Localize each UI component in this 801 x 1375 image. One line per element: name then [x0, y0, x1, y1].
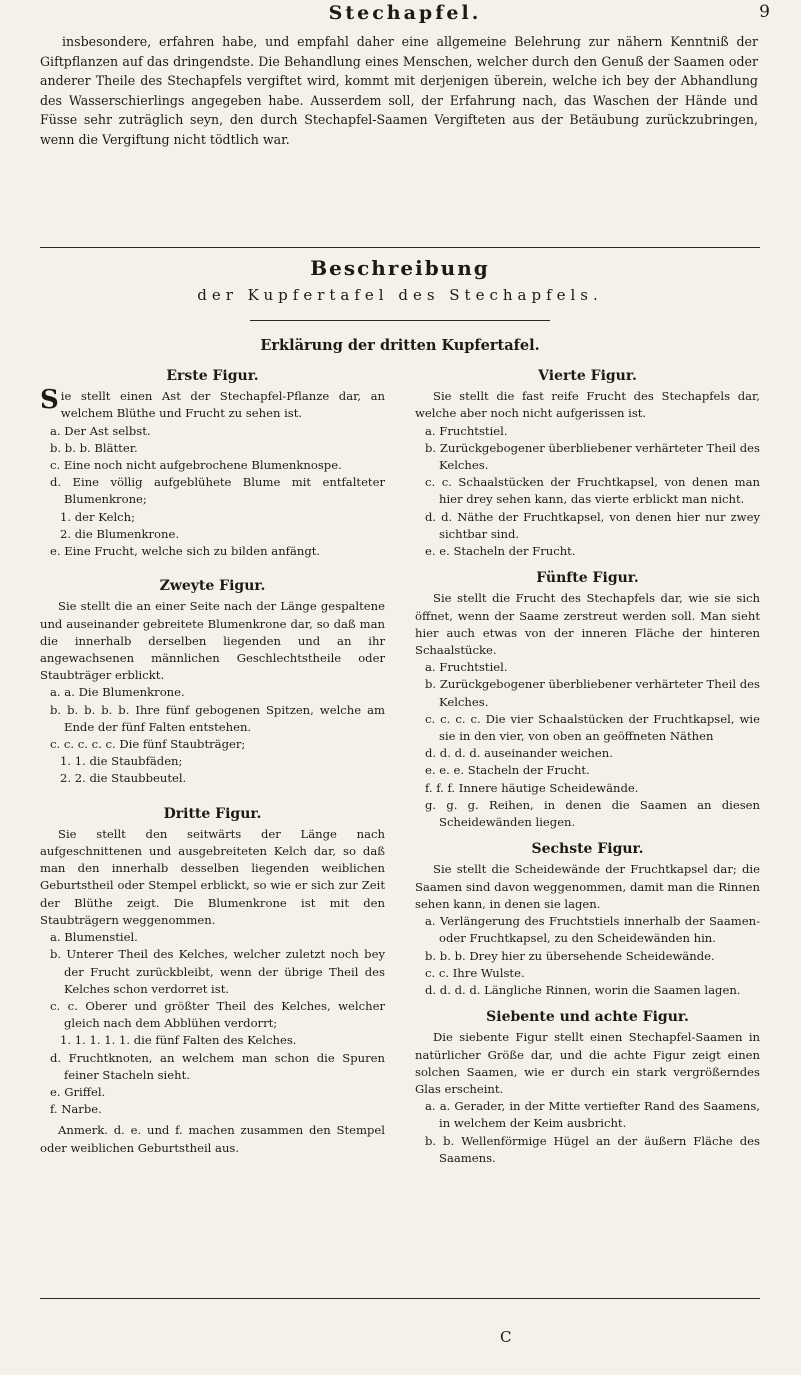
legend-item: a. Fruchtstiel. [425, 660, 508, 675]
legend-item: b. Zurückgebogener überbliebener verhärteter Theil des Kelches. [425, 677, 760, 709]
legend-item: c. c. Oberer und größter Theil des Kelches, welcher gleich nach dem Abblühen verdorrt; [50, 998, 385, 1031]
legend-item: a. a. Die Blumenkrone. [50, 685, 185, 700]
intro-paragraph [40, 32, 758, 149]
legend-item: d. Eine völlig aufgeblühete Blume mit entfalteter Blumenkrone; [50, 475, 385, 507]
legend-item: f. f. f. Innere häutige Scheidewände. [425, 780, 639, 795]
figure-title: Siebente und achte Figur. [486, 1009, 689, 1026]
legend-item: a. Blumenstiel. [50, 930, 138, 945]
figure-description: Sie stellt die Scheidewände der Fruchtkapsel dar; die Saamen sind davon weggenommen, damit man die Rinnen sehen kann, in denen sie lagen. [415, 862, 760, 911]
figure-description: Sie stellt die an einer Seite nach der Länge gespaltene und auseinander gebreitete Blumenkrone dar, so daß man die innerhalb derselben liegenden und an ihr angewachsenen männlichen Geschlechtstheile oder Staubträger erblickt. [40, 599, 385, 683]
legend-item: c. c. c. c. Die vier Schaalstücken der Fruchtkapsel, wie sie in den vier, von oben an geöffneten Näthen [425, 711, 760, 744]
legend-item: b. b. Wellenförmige Hügel an der äußern Fläche des Saamens. [425, 1133, 760, 1165]
legend-item: a. Der Ast selbst. [50, 423, 151, 438]
legend-item: b. Unterer Theil des Kelches, welcher zuletzt noch bey der Frucht zurückbleibt, wenn der übrige Theil des Kelches schon verdorret ist. [50, 947, 385, 996]
legend-item: b. b. b. b. b. Ihre fünf gebogenen Spitzen, welche am Ende der fünf Falten entstehen. [50, 702, 385, 734]
legend-item: e. e. Stacheln der Frucht. [425, 544, 576, 559]
drop-cap: S [40, 385, 59, 416]
legend-item: e. Eine Frucht, welche sich zu bilden anfängt. [50, 544, 321, 559]
annotation-note: Anmerk. d. e. und f. machen zusammen den Stempel oder weiblichen Geburtstheil aus. [40, 1123, 385, 1155]
legend-item: a. a. Gerader, in der Mitte vertiefter Rand des Saamens, in welchem der Keim ausbricht. [425, 1099, 760, 1131]
figure-description: Sie stellt die fast reife Frucht des Stechapfels dar, welche aber noch nicht aufgerissen ist. [415, 389, 760, 421]
figure-title: Dritte Figur. [163, 805, 262, 822]
legend-item: e. Griffel. [50, 1084, 106, 1099]
legend-item: d. d. d. d. Längliche Rinnen, worin die Saamen lagen. [425, 982, 741, 997]
legend-subitem: 1. der Kelch; [60, 509, 136, 524]
page-header [40, 0, 770, 30]
legend-subitem: 2. 2. die Staubbeutel. [60, 771, 187, 786]
page-number: 9 [759, 2, 770, 22]
right-column [415, 362, 760, 1167]
plate-heading: Erklärung der dritten Kupfertafel. [260, 337, 540, 354]
legend-item: c. c. Schaalstücken der Fruchtkapsel, von denen man hier drey sehen kann, das vierte erblickt man nicht. [425, 475, 760, 507]
separator-rule [40, 247, 760, 248]
legend-subitem: 1. 1. die Staubfäden; [60, 754, 183, 769]
legend-item: b. b. b. Drey hier zu übersehende Scheidewände. [425, 948, 715, 963]
left-column [40, 362, 385, 1157]
legend-item: c. Eine noch nicht aufgebrochene Blumenknospe. [50, 458, 342, 473]
section-heading: Beschreibung [310, 256, 490, 280]
legend-item: c. c. Ihre Wulste. [425, 965, 525, 980]
figure-description: Sie stellt die Frucht des Stechapfels dar, wie sie sich öffnet, wenn der Saame zerstreut werden soll. Man sieht hier auch etwas von der inneren Fläche der hinteren Schaalstücke. [415, 591, 760, 658]
legend-item: a. Fruchtstiel. [425, 423, 508, 438]
intro-text: insbesondere, erfahren habe, und empfahl daher eine allgemeine Belehrung zur nähern Kenntniß der Giftpflanzen auf das dringendste. Die Behandlung eines Menschen, welcher durch den Genuß der Saamen oder anderer Theile des Stechapfels vergiftet wird, kommt mit derjenigen überein, welche ich bey der Abhandlung des Wasserschierlings angegeben habe. Ausserdem soll, der Erfahrung nach, das Waschen der Hände und Füsse sehr zuträglich seyn, den durch Stechapfel-Saamen Vergifteten aus der Betäubung zurückzubringen, wenn die Vergiftung nicht tödtlich war. [40, 34, 758, 147]
legend-subitem: 2. die Blumenkrone. [60, 526, 180, 541]
running-title: Stechapfel. [328, 2, 482, 24]
legend-item: d. d. Näthe der Fruchtkapsel, von denen hier nur zwey sichtbar sind. [425, 509, 760, 541]
figure-title: Zweyte Figur. [159, 578, 266, 595]
figure-description: Sie stellt den seitwärts der Länge nach aufgeschnittenen und ausgebreiteten Kelch dar, so daß man den innerhalb desselben liegenden weiblichen Geburtstheil oder Stempel erblickt, so wie er sich zur Zeit der Blüthe zeigt. Die Blumenkrone ist mit den Staubträgern weggenommen. [40, 826, 385, 927]
legend-item: d. d. d. d. auseinander weichen. [425, 746, 613, 761]
legend-subitem: 1. 1. 1. 1. 1. die fünf Falten des Kelches. [60, 1033, 297, 1048]
figure-title: Erste Figur. [166, 368, 259, 384]
signature-mark: C [500, 1328, 512, 1346]
figure-title: Sechste Figur. [531, 841, 644, 858]
legend-item: e. e. e. Stacheln der Frucht. [425, 763, 590, 778]
figure-description: Sie stellt einen Ast der Stechapfel-Pflanze dar, an welchem Blüthe und Frucht zu sehen ist. [40, 385, 385, 421]
legend-item: g. g. g. Reihen, in denen die Saamen an diesen Scheidewänden liegen. [425, 797, 760, 830]
figure-title: Fünfte Figur. [536, 570, 639, 587]
legend-item: a. Verlängerung des Fruchtstiels innerhalb der Saamen- oder Fruchtkapsel, zu den Scheidewänden hin. [425, 914, 760, 946]
bottom-rule [40, 1298, 760, 1299]
section-subheading: der Kupfertafel des Stechapfels. [197, 286, 603, 304]
figure-description: Die siebente Figur stellt einen Stechapfel-Saamen in natürlicher Größe dar, und die achte Figur zeigt einen solchen Saamen, wie er durch ein stark vergrößerndes Glas erscheint. [415, 1030, 760, 1096]
legend-item: d. Fruchtknoten, an welchem man schon die Spuren feiner Stacheln sieht. [50, 1050, 385, 1082]
legend-item: c. c. c. c. c. Die fünf Staubträger; [50, 737, 246, 752]
figure-title: Vierte Figur. [538, 368, 637, 384]
legend-item: f. Narbe. [50, 1102, 102, 1117]
legend-item: b. b. b. Blätter. [50, 440, 138, 455]
short-rule [250, 320, 550, 321]
legend-item: b. Zurückgebogener überbliebener verhärteter Theil des Kelches. [425, 440, 760, 473]
